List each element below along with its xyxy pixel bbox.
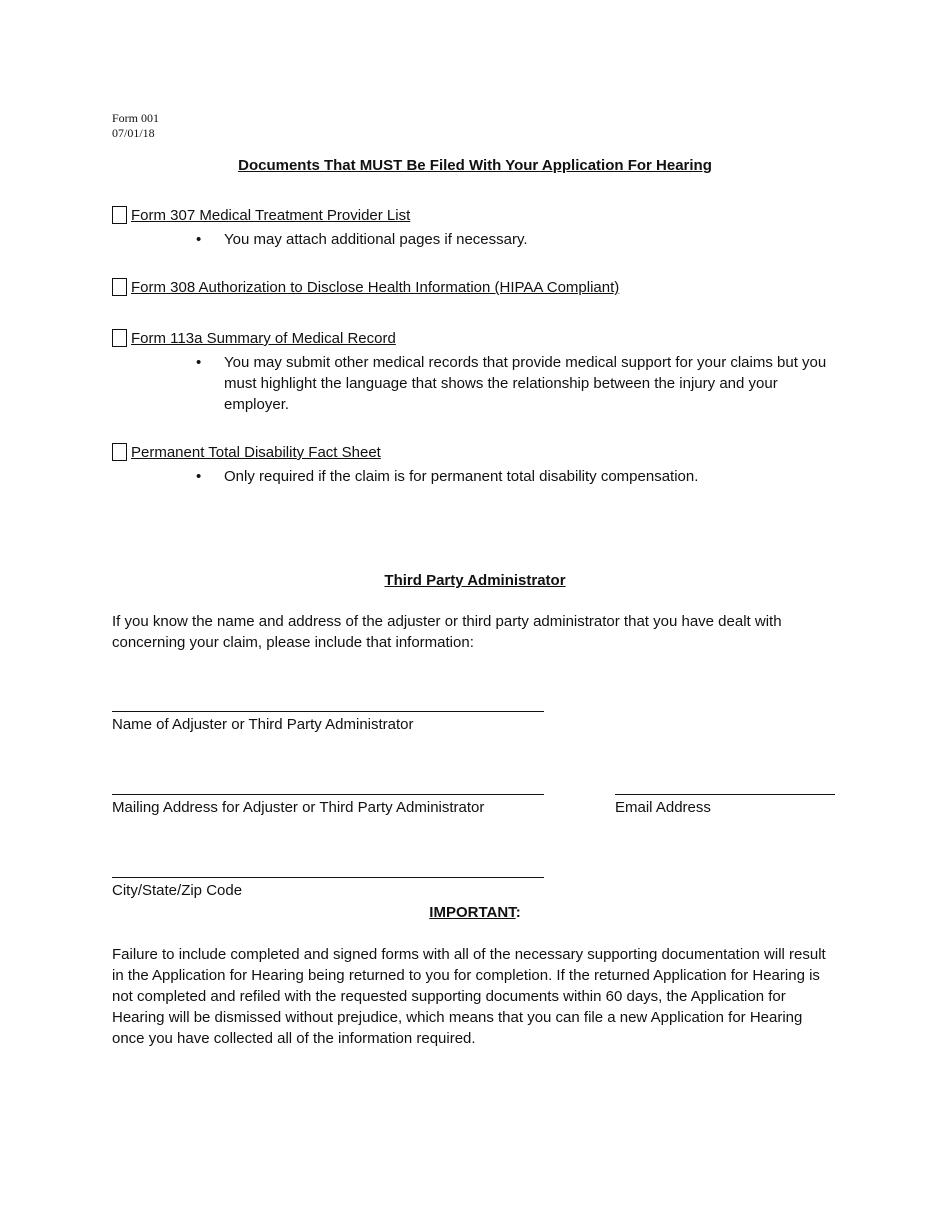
tpa-heading: Third Party Administrator bbox=[384, 572, 566, 589]
city-state-zip-label: City/State/Zip Code bbox=[112, 882, 243, 899]
adjuster-name-field[interactable] bbox=[112, 711, 544, 712]
bullet-icon: • bbox=[196, 231, 202, 248]
bullet-icon: • bbox=[196, 468, 202, 485]
checklist-label: Form 113a Summary of Medical Record bbox=[131, 330, 396, 347]
checklist-note: • You may submit other medical records that provide medical support for your claims but you must highlight the language that shows the relationship between the injury and your employer. bbox=[196, 354, 827, 413]
city-state-zip-field[interactable] bbox=[112, 877, 544, 878]
checkbox-form-308[interactable] bbox=[112, 278, 127, 296]
checklist-label: Form 308 Authorization to Disclose Health Information (HIPAA Compliant) bbox=[131, 279, 620, 296]
important-heading bbox=[0, 904, 950, 921]
checklist-item-ptd-fact-sheet[interactable] bbox=[112, 443, 381, 461]
checkbox-ptd-fact-sheet[interactable] bbox=[112, 443, 127, 461]
tpa-intro: If you know the name and address of the adjuster or third party administrator that you have dealt with concerning your claim, please include that information: bbox=[112, 613, 782, 651]
checklist-note: • Only required if the claim is for permanent total disability compensation. bbox=[196, 468, 699, 485]
adjuster-name-label: Name of Adjuster or Third Party Administrator bbox=[112, 716, 414, 733]
email-address-label: Email Address bbox=[615, 799, 711, 816]
checklist-note: • You may attach additional pages if necessary. bbox=[196, 231, 528, 248]
important-heading-text: IMPORTANT bbox=[429, 904, 516, 921]
checklist-item-form-308[interactable] bbox=[112, 278, 619, 296]
form-number: Form 001 bbox=[112, 111, 160, 125]
checkbox-form-307[interactable] bbox=[112, 206, 127, 224]
mailing-address-field[interactable] bbox=[112, 794, 544, 795]
important-heading-colon: : bbox=[515, 904, 521, 921]
form-date: 07/01/18 bbox=[112, 126, 155, 140]
form-header bbox=[112, 111, 159, 141]
checkbox-form-113a[interactable] bbox=[112, 329, 127, 347]
checklist-item-form-113a[interactable] bbox=[112, 329, 396, 347]
email-address-field[interactable] bbox=[615, 794, 835, 795]
checklist-item-form-307[interactable] bbox=[112, 206, 410, 224]
important-text: Failure to include completed and signed forms with all of the necessary supporting documentation will result in the Application for Hearing being returned to you for completion. If the returned Application for Hearing is not completed and refiled with the requested supporting documents within 60 days, the Application for Hearing will be dismissed without prejudice, which means that you can file a new Application for Hearing once you have collected all of the information required. bbox=[112, 946, 826, 1047]
mailing-address-label: Mailing Address for Adjuster or Third Party Administrator bbox=[112, 799, 485, 816]
bullet-icon: • bbox=[196, 354, 202, 371]
checklist-label: Form 307 Medical Treatment Provider List bbox=[131, 207, 411, 224]
page-title: Documents That MUST Be Filed With Your Application For Hearing bbox=[238, 157, 712, 174]
checklist-label: Permanent Total Disability Fact Sheet bbox=[131, 444, 381, 461]
